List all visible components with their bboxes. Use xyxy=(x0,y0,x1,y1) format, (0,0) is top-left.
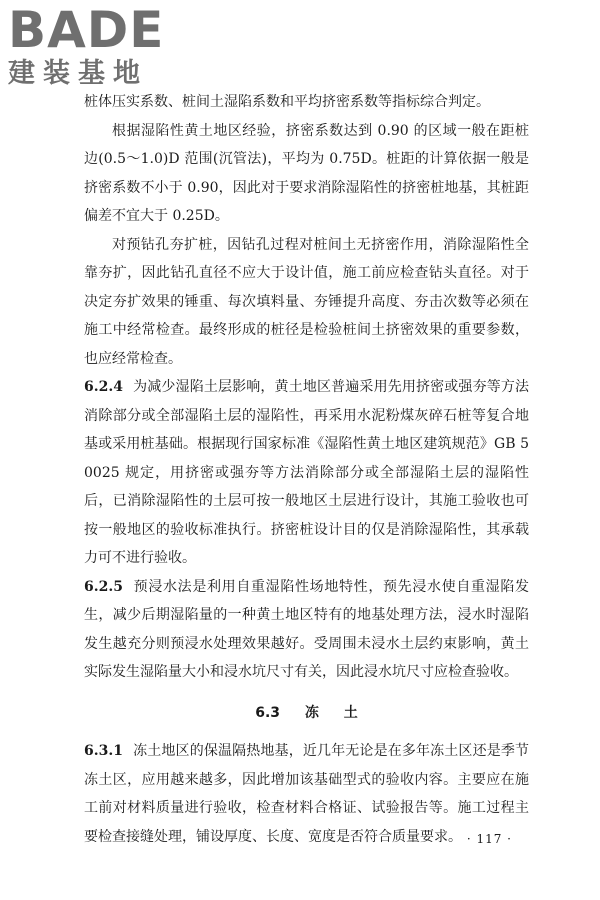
clause-number: 6.2.4 xyxy=(84,379,123,395)
clause-number: 6.3.1 xyxy=(84,743,123,759)
section-heading-6-3: 6.3 冻 土 xyxy=(255,704,358,721)
clause-text: 冻土地区的保温隔热地基，近几年无论是在多年冻土区还是季节冻土区，应用越来越多，因此增加该基础型式的验收内容。主要应在施工前对材料质量进行验收，检查材料合格证、试验报告等。施工过程主要检查接缝处理，铺设厚度、长度、宽度是否符合质量要求。 xyxy=(84,743,529,845)
paragraph-continuation: 桩体压实系数、桩间土湿陷系数和平均挤密系数等指标综合判定。 xyxy=(84,94,490,110)
logo-subtitle: 建装基地 xyxy=(8,58,148,89)
brand-logo xyxy=(8,1,183,96)
clause-6-3-1 xyxy=(84,737,529,851)
logo-wordmark: BADE xyxy=(8,1,165,59)
page-number: · 117 · xyxy=(466,832,512,846)
document-body xyxy=(84,88,529,851)
clause-6-2-4 xyxy=(84,373,529,573)
clause-text: 预浸水法是利用自重湿陷性场地特性，预先浸水使自重湿陷发生，减少后期湿陷量的一种黄土地区特有的地基处理方法，浸水时湿陷发生越充分则预浸水处理效果越好。受周围未浸水土层约束影响，黄土实际发生湿陷量大小和浸水坑尺寸有关，因此浸水坑尺寸应检查验收。 xyxy=(84,578,529,680)
paragraph-predrilled-pile: 对预钻孔夯扩桩，因钻孔过程对桩间土无挤密作用，消除湿陷性全靠夯扩，因此钻孔直径不应大于设计值，施工前应检查钻头直径。对于决定夯扩效果的锤重、每次填料量、夯锤提升高度、夯击次数等必须在施工中经常检查。最终形成的桩径是检验桩间土挤密效果的重要参数，也应经常检查。 xyxy=(84,236,529,367)
clause-6-2-5 xyxy=(84,573,529,687)
paragraph-compaction: 根据湿陷性黄土地区经验，挤密系数达到 0.90 的区域一般在距桩边(0.5～1.0)D 范围(沉管法)，平均为 0.75D。桩距的计算依据一般是挤密系数不小于 0.90，因此对于要求消除湿陷性的挤密桩地基，其桩距偏差不宜大于 0.25D。 xyxy=(84,122,529,224)
clause-number: 6.2.5 xyxy=(84,578,123,595)
clause-text: 为减少湿陷土层影响，黄土地区普遍采用先用挤密或强夯等方法消除部分或全部湿陷土层的湿陷性，再采用水泥粉煤灰碎石桩等复合地基或采用桩基础。根据现行国家标准《湿陷性黄土地区建筑规范》GB 50025 规定，用挤密或强夯等方法消除部分或全部湿陷土层的湿陷性后，已消除湿陷性的土层可按一般地区土层进行设计，其施工验收也可按一般地区的验收标准执行。挤密桩设计目的仅是消除湿陷性，其承载力可不进行验收。 xyxy=(84,379,529,566)
